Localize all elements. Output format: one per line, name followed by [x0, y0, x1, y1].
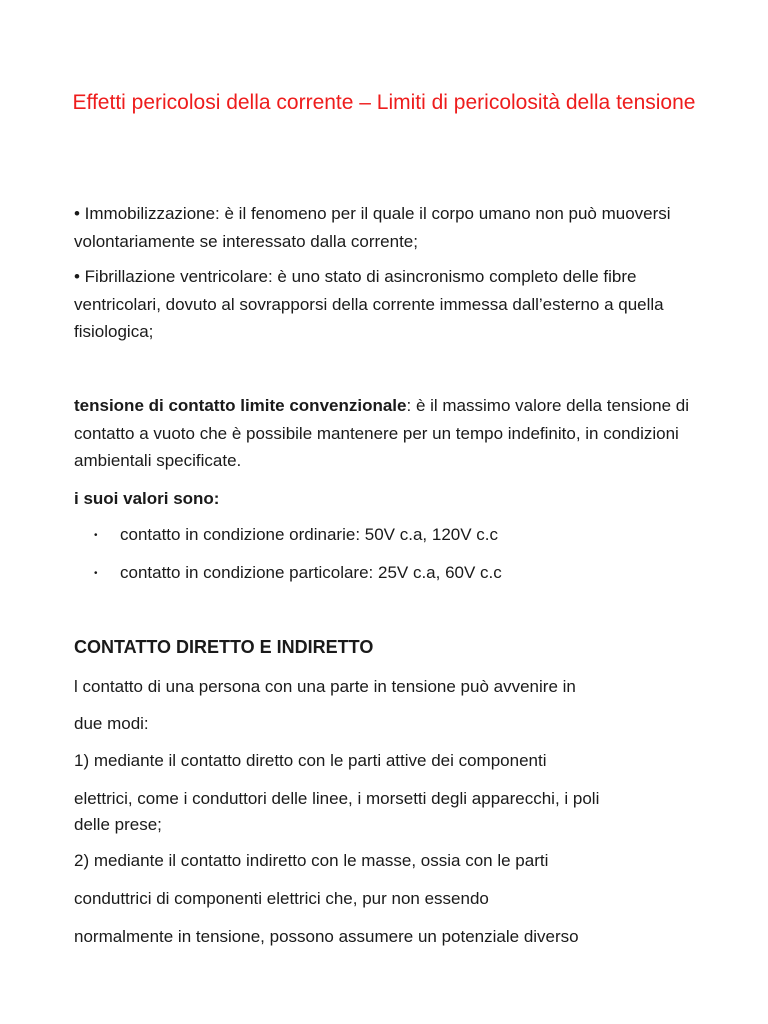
- definition-paragraph: [74, 392, 704, 475]
- para-line: 1) mediante il contatto diretto con le parti attive dei componenti: [74, 751, 547, 770]
- para-line: conduttrici di componenti elettrici che, pur non essendo: [74, 889, 489, 908]
- para-line: normalmente in tensione, possono assumere un potenziale diverso: [74, 927, 579, 946]
- document-title: Effetti pericolosi della corrente – Limiti di pericolosità della tensione: [72, 91, 696, 114]
- para-line: l contatto di una persona con una parte in tensione può avvenire in: [74, 677, 576, 696]
- definition-text: : è il massimo valore della tensione di contatto a vuoto che è possibile mantenere per un tempo indefinito, in condizioni ambientali specificate.: [74, 396, 690, 470]
- value-item-particolare: contatto in condizione particolare: 25V c.a, 60V c.c: [120, 563, 502, 582]
- values-heading: i suoi valori sono:: [74, 489, 220, 508]
- value-item-ordinarie: contatto in condizione ordinarie: 50V c.a, 120V c.c: [120, 525, 499, 544]
- para-line: due modi:: [74, 714, 149, 733]
- bullet-fibrillazione: • Fibrillazione ventricolare: è uno stato di asincronismo completo delle fibre ventricolari, dovuto al sovrapporsi della corrente immessa dall’esterno a quella fisiologica;: [74, 267, 664, 341]
- bullet-immobilizzazione: • Immobilizzazione: è il fenomeno per il quale il corpo umano non può muoversi volontariamente se interessato dalla corrente;: [74, 204, 671, 251]
- para-line: delle prese;: [74, 815, 162, 834]
- list-bullet: •: [94, 530, 98, 541]
- para-line: elettrici, come i conduttori delle linee, i morsetti degli apparecchi, i poli: [74, 789, 600, 808]
- para-line: 2) mediante il contatto indiretto con le masse, ossia con le parti: [74, 851, 549, 870]
- definition-term: tensione di contatto limite convenzionale: [74, 396, 407, 415]
- list-bullet: •: [94, 568, 98, 579]
- section-heading: CONTATTO DIRETTO E INDIRETTO: [74, 637, 374, 657]
